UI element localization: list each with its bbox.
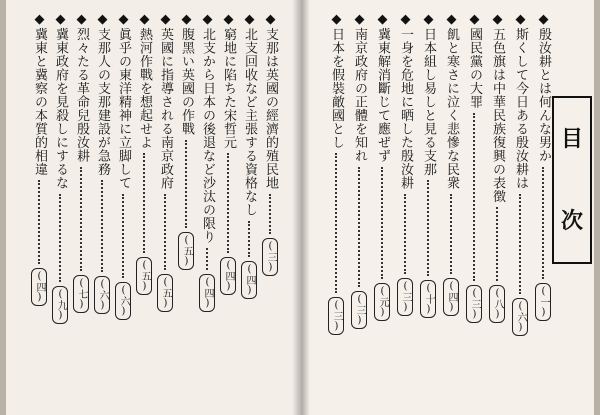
entry-title: ◆飢と寒さに泣く悲慘な民衆 [444, 12, 459, 190]
table-of-contents-heading [552, 96, 592, 264]
entry-title: ◆殷汝耕とは何んな男か [536, 12, 551, 163]
page-number: (五) [157, 274, 173, 312]
page-number: (四) [199, 274, 215, 312]
right-page-entry-2 [512, 12, 528, 336]
right-page-entry-9 [351, 12, 367, 329]
left-page-entry-6 [157, 12, 173, 312]
dot-leader [496, 207, 498, 281]
entry-title: ◆支那は英國の經濟的殖民地 [263, 12, 278, 190]
left-page-entry-7 [136, 12, 152, 295]
right-page-entry-3 [489, 12, 505, 323]
page-number: (三) [397, 278, 413, 316]
page-number: (三) [262, 238, 278, 276]
entry-title: ◆斯くして今日ある殷汝耕は [513, 12, 528, 190]
left-page-entry-4 [199, 12, 215, 312]
left-page-entry-1 [262, 12, 278, 276]
page-number: (三) [466, 285, 482, 323]
dot-leader [269, 194, 271, 234]
left-page-entry-9 [94, 12, 110, 314]
page-number: (五) [136, 257, 152, 295]
right-page-entry-6 [420, 12, 436, 318]
dot-leader [519, 194, 521, 294]
left-page-entry-11 [52, 12, 68, 324]
entry-title: ◆五色旗は中華民族復興の表徴 [490, 12, 505, 203]
dot-leader [450, 194, 452, 274]
dot-leader [358, 167, 360, 287]
entry-title: ◆國民黨の大罪 [467, 12, 482, 109]
right-page-entry-8 [374, 12, 390, 321]
entry-title: ◆冀東と冀察の本質的相違 [32, 12, 47, 176]
dot-leader [80, 167, 82, 271]
left-page-entry-12 [31, 12, 47, 306]
page-number: (六) [94, 276, 110, 314]
dot-leader [38, 180, 40, 264]
page-number: (四) [220, 257, 236, 295]
page-number: (四) [443, 278, 459, 316]
page-number: (一) [535, 283, 551, 321]
page-number: (八) [489, 285, 505, 323]
right-page-entry-10 [328, 12, 344, 335]
dot-leader [101, 180, 103, 272]
dot-leader [143, 153, 145, 253]
entry-title: ◆熱河作戰を想起せよ [137, 12, 152, 149]
page-number: (六) [512, 298, 528, 336]
dot-leader [473, 113, 475, 281]
dot-leader [122, 194, 124, 278]
heading-char-mokuji-1: 目 [560, 126, 583, 152]
dot-leader [164, 194, 166, 270]
entry-title: ◆北支から日本の後退など沙汰の限り [200, 12, 215, 244]
entry-title: ◆腹黑い英國の作戰 [179, 12, 194, 136]
entry-title: ◆日本組し易しと見る支那 [421, 12, 436, 176]
left-page-entry-5 [178, 12, 194, 270]
right-page-entry-5 [443, 12, 459, 316]
entry-title: ◆日本を假裝敵國とし [329, 12, 344, 149]
dot-leader [59, 194, 61, 282]
left-page-entry-10 [73, 12, 89, 313]
page-number: (七) [73, 275, 89, 313]
dot-leader [227, 153, 229, 253]
dot-leader [404, 194, 406, 274]
dot-leader [381, 167, 383, 279]
page-number: (三) [351, 291, 367, 329]
page-number: (四) [241, 261, 257, 299]
dot-leader [542, 167, 544, 279]
dot-leader [185, 140, 187, 228]
dot-leader [248, 221, 250, 257]
page-number: (元) [374, 283, 390, 321]
entry-title: ◆英國に指導される南京政府 [158, 12, 173, 190]
right-page-entry-1 [535, 12, 551, 321]
page-number: (六) [115, 282, 131, 320]
entry-title: ◆支那人の支那建設が急務 [95, 12, 110, 176]
page-number: (四) [31, 268, 47, 306]
entry-title: ◆北支回收など主張する資格なし [242, 12, 257, 217]
page-number: (三) [328, 297, 344, 335]
right-page-entry-7 [397, 12, 413, 316]
entry-title: ◆一身を危地に晒した殷汝耕 [398, 12, 413, 190]
heading-char-mokuji-2: 次 [560, 208, 583, 234]
dot-leader [206, 248, 208, 270]
entry-title: ◆窮地に陷ちた宋哲元 [221, 12, 236, 149]
dot-leader [335, 153, 337, 293]
left-page-entry-2 [241, 12, 257, 299]
entry-title: ◆南京政府の正體を知れ [352, 12, 367, 163]
entry-title: ◆烈々たる革命兒殷汝耕 [74, 12, 89, 163]
page-number: (五) [178, 232, 194, 270]
left-page-edge [0, 0, 6, 415]
left-page-entry-3 [220, 12, 236, 295]
left-page-entry-8 [115, 12, 131, 320]
page-number: (九) [52, 286, 68, 324]
page-number: (十) [420, 280, 436, 318]
right-page-entry-4 [466, 12, 482, 323]
entry-title: ◆冀東政府を見殺しにするな [53, 12, 68, 190]
right-page-edge [594, 0, 600, 415]
dot-leader [427, 180, 429, 276]
entry-title: ◆冀東解消斷じて應ぜず [375, 12, 390, 163]
entry-title: ◆眞乎の東洋精神に立脚して [116, 12, 131, 190]
